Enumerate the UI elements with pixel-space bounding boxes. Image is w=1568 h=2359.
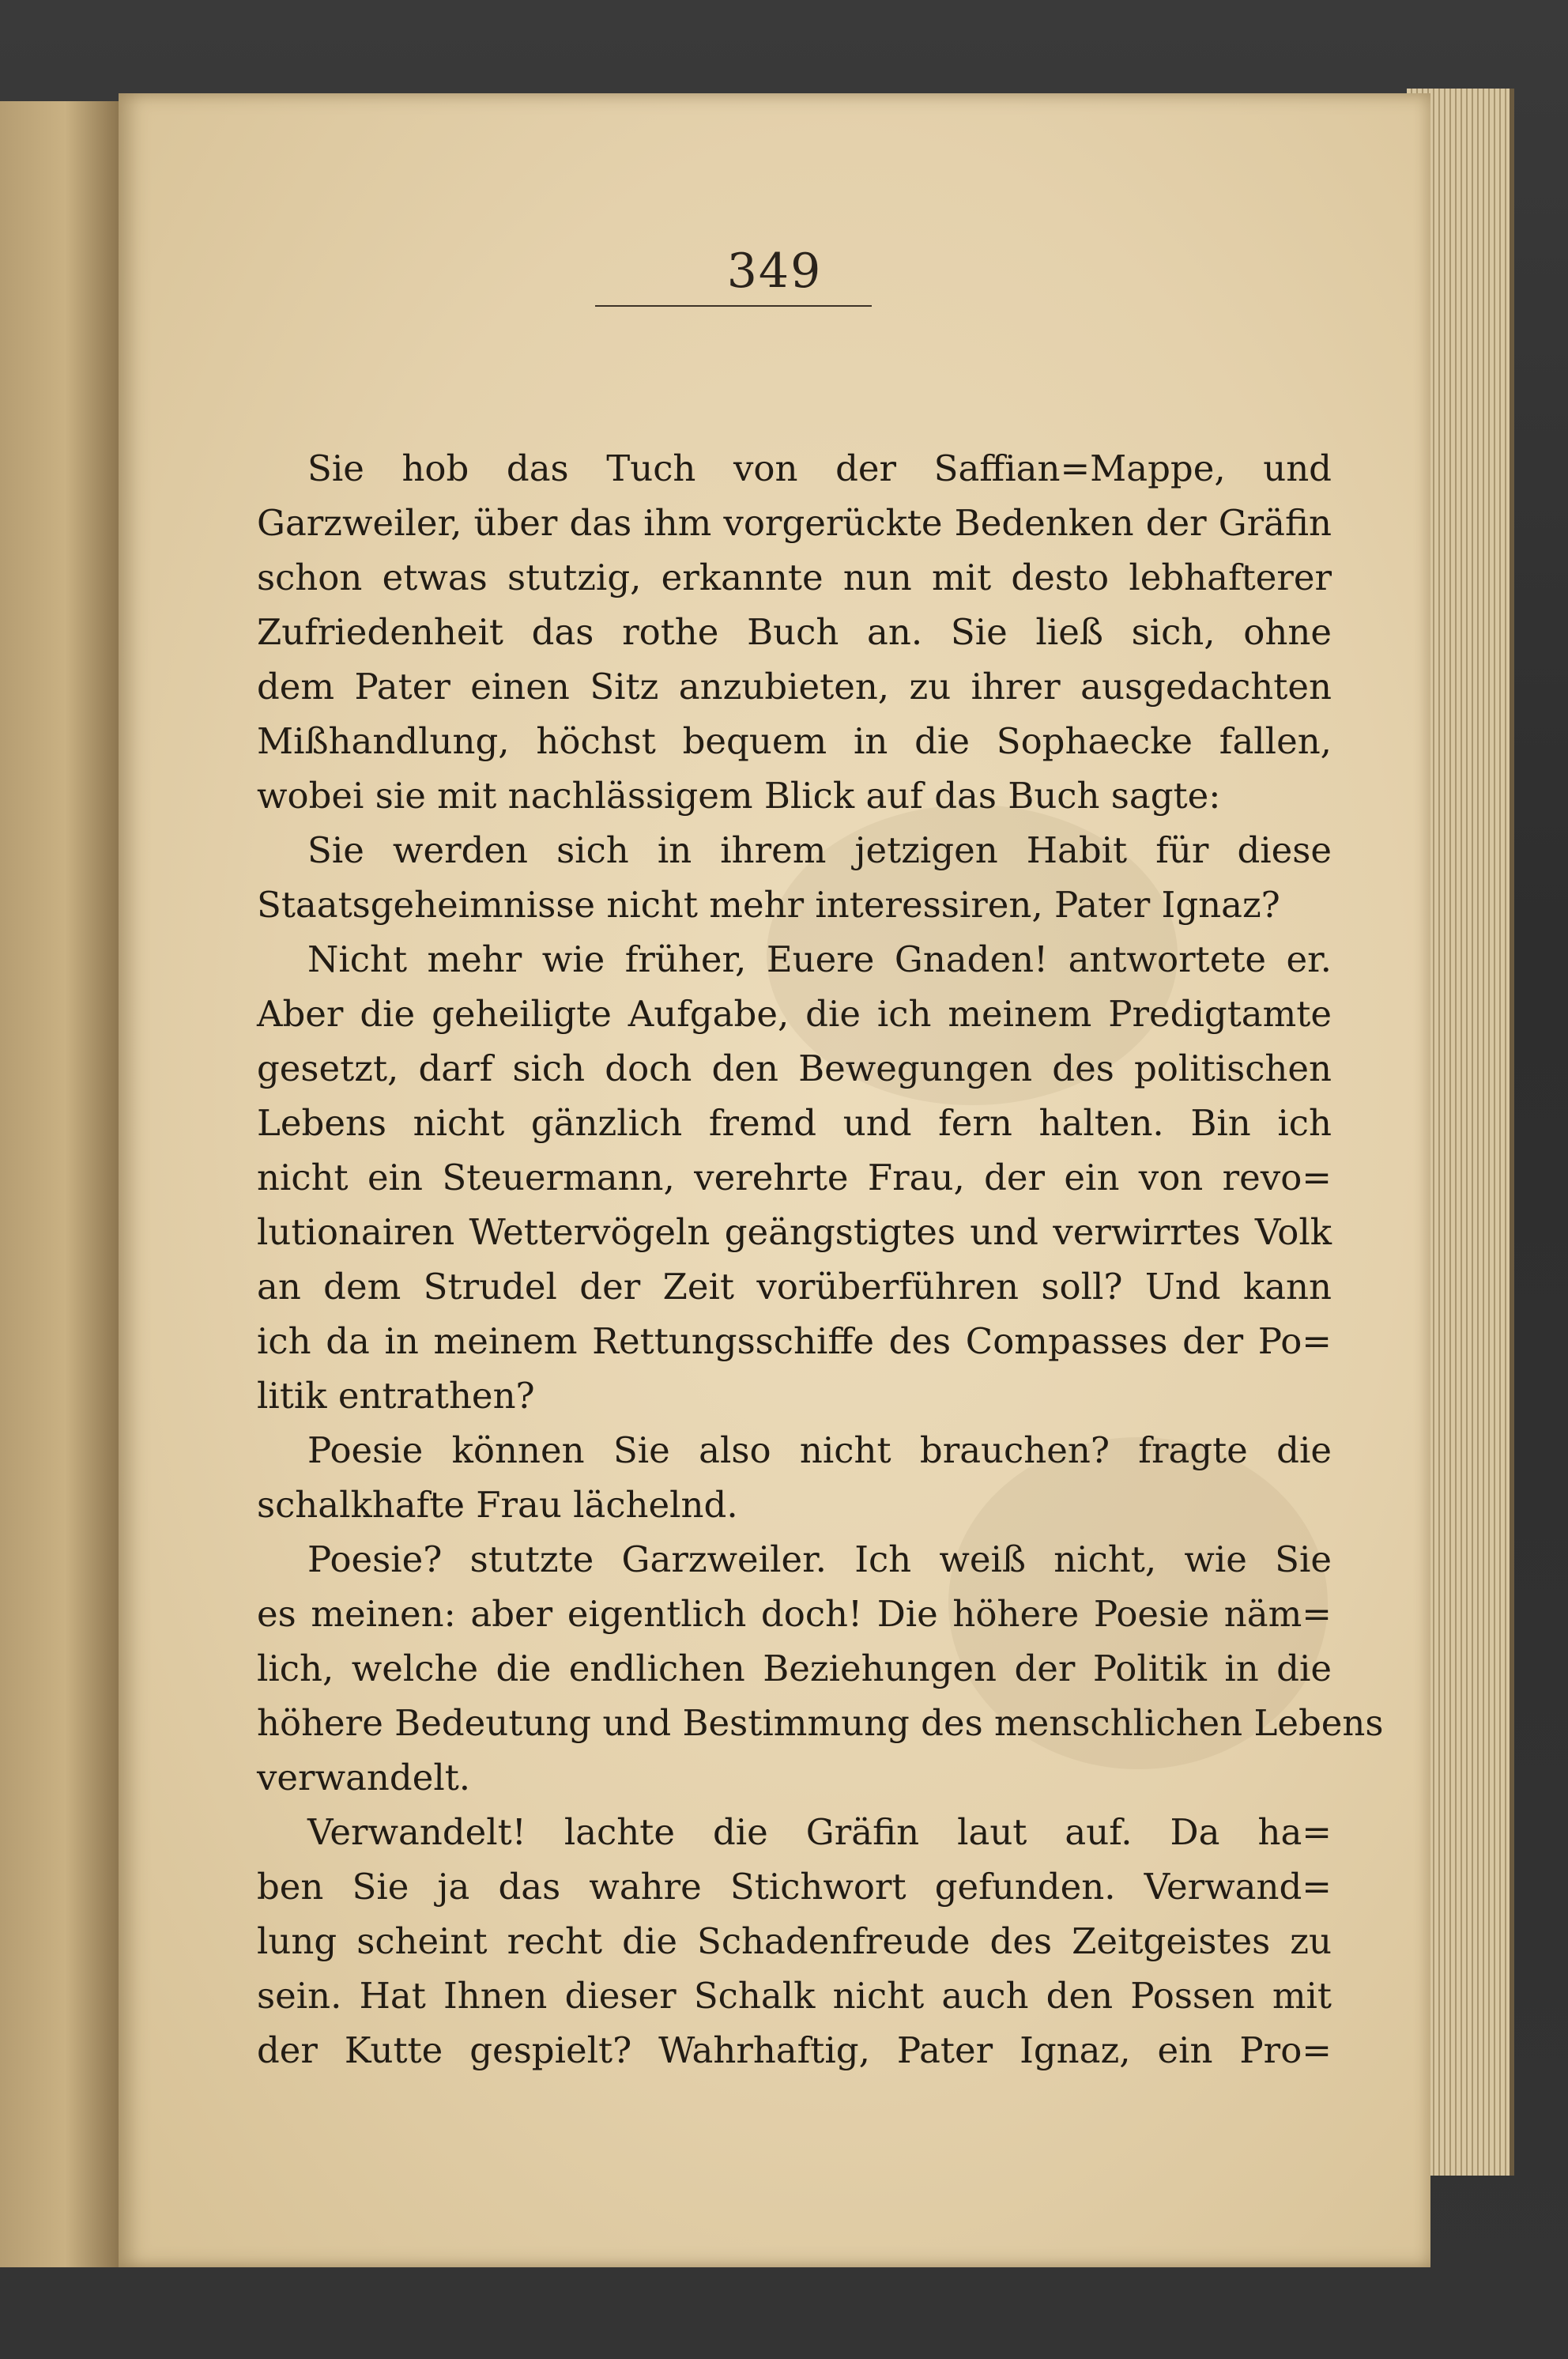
previous-page-edge	[0, 101, 119, 2267]
text-line: schon etwas stutzig, erkannte nun mit desto lebhafterer	[257, 557, 1332, 598]
text-line: sein. Hat Ihnen dieser Schalk nicht auch den Possen mit	[257, 1975, 1332, 2017]
text-line: der Kutte gespielt? Wahrhaftig, Pater Ignaz, ein Pro=	[257, 2029, 1332, 2071]
text-line: ich da in meinem Rettungsschiffe des Compasses der Po=	[257, 1320, 1332, 1362]
text-line: lutionairen Wettervögeln geängstigtes und verwirrtes Volk	[257, 1211, 1332, 1253]
text-line: es meinen: aber eigentlich doch! Die höhere Poesie näm=	[257, 1593, 1332, 1635]
header-rule	[595, 305, 872, 307]
text-line: wobei sie mit nachlässigem Blick auf das Buch sagte:	[257, 775, 1221, 817]
text-line: lich, welche die endlichen Beziehungen der Politik in die	[257, 1648, 1332, 1689]
text-line: an dem Strudel der Zeit vorüberführen soll? Und kann	[257, 1266, 1332, 1308]
text-line: gesetzt, darf sich doch den Bewegungen des politischen	[257, 1047, 1332, 1089]
text-line: Zufriedenheit das rothe Buch an. Sie ließ sich, ohne	[257, 611, 1332, 653]
page-number: 349	[726, 243, 823, 299]
text-line: Aber die geheiligte Aufgabe, die ich meinem Predigtamte	[257, 993, 1332, 1035]
body-text	[257, 441, 1384, 2078]
text-line: dem Pater einen Sitz anzubieten, zu ihrer ausgedachten	[257, 666, 1332, 708]
text-line: Garzweiler, über das ihm vorgerückte Bedenken der Gräfin	[257, 502, 1332, 544]
text-line: Nicht mehr wie früher, Euere Gnaden! antwortete er.	[307, 938, 1332, 980]
text-line: schalkhafte Frau lächelnd.	[257, 1484, 738, 1526]
text-line: Mißhandlung, höchst bequem in die Sophaecke fallen,	[257, 720, 1332, 762]
text-line: Lebens nicht gänzlich fremd und fern halten. Bin ich	[257, 1102, 1332, 1144]
text-line: litik entrathen?	[257, 1375, 535, 1417]
text-line: ben Sie ja das wahre Stichwort gefunden. Verwand=	[257, 1866, 1332, 1908]
text-line: nicht ein Steuermann, verehrte Frau, der ein von revo=	[257, 1157, 1332, 1198]
text-line: Sie hob das Tuch von der Saffian=Mappe, und	[307, 447, 1332, 489]
text-line: Verwandelt! lachte die Gräfin laut auf. Da ha=	[307, 1811, 1332, 1853]
book-page	[119, 93, 1430, 2267]
text-line: verwandelt.	[257, 1757, 471, 1799]
text-line: höhere Bedeutung und Bestimmung des menschlichen Lebens	[257, 1702, 1384, 1744]
text-line: Poesie können Sie also nicht brauchen? fragte die	[307, 1429, 1332, 1471]
text-line: lung scheint recht die Schadenfreude des Zeitgeistes zu	[257, 1920, 1332, 1962]
text-line: Poesie? stutzte Garzweiler. Ich weiß nicht, wie Sie	[307, 1538, 1332, 1580]
text-line: Staatsgeheimnisse nicht mehr interessiren, Pater Ignaz?	[257, 884, 1280, 926]
text-line: Sie werden sich in ihrem jetzigen Habit für diese	[307, 829, 1332, 871]
